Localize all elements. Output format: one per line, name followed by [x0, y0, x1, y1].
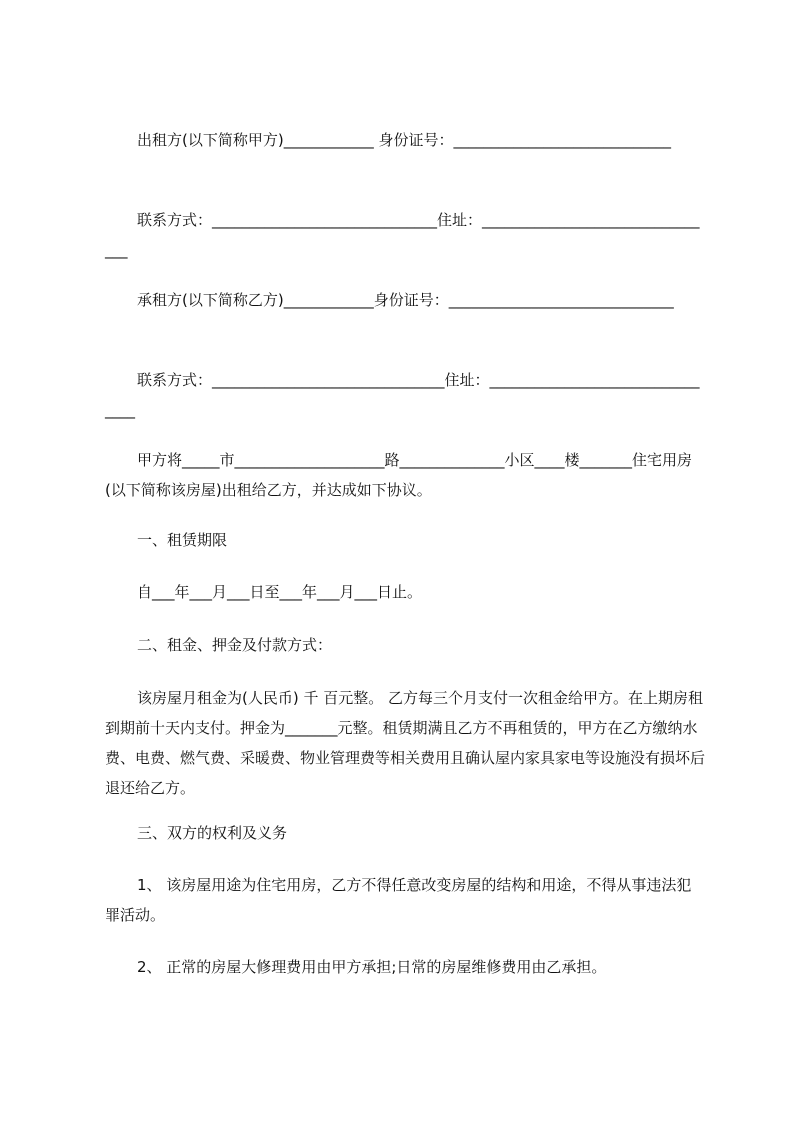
section-1-heading: 一、租赁期限 [137, 531, 228, 549]
section-2-heading: 二、租金、押金及付款方式： [137, 636, 333, 654]
property-description: 甲方将_____市____________________路______________小区____楼_______住宅用房(以下简称该房屋)出租给乙方，并达成如下协议。 [105, 451, 693, 499]
lessee-info-line: 承租方(以下简称乙方)____________身份证号：______________________________ [137, 291, 674, 309]
lease-term: 自___年___月___日至___年___月___日止。 [137, 583, 423, 601]
section-3-heading: 三、双方的权利及义务 [137, 824, 288, 842]
rent-deposit-terms: 该房屋月租金为(人民币) 千 百元整。 乙方每三个月支付一次租金给甲方。在上期房租到期前十天内支付。押金为_______元整。租赁期满且乙方不再租赁的，甲方在乙方缴纳水费、电费、燃气费、采暖费、物业管理费等相关费用且确认屋内家具家电等设施没有损坏后退还给乙方。 [105, 689, 706, 797]
lessor-info-line: 出租方(以下简称甲方)____________ 身份证号：_____________________________ [137, 131, 671, 149]
lessee-contact-line: 联系方式：_______________________________住址：________________________________ [105, 371, 700, 419]
clause-2: 2、 正常的房屋大修理费用由甲方承担;日常的房屋维修费用由乙承担。 [137, 958, 607, 976]
clause-1: 1、 该房屋用途为住宅用房，乙方不得任意改变房屋的结构和用途，不得从事违法犯罪活动。 [105, 876, 692, 924]
lessor-contact-line: 联系方式：______________________________住址：________________________________ [105, 211, 700, 259]
